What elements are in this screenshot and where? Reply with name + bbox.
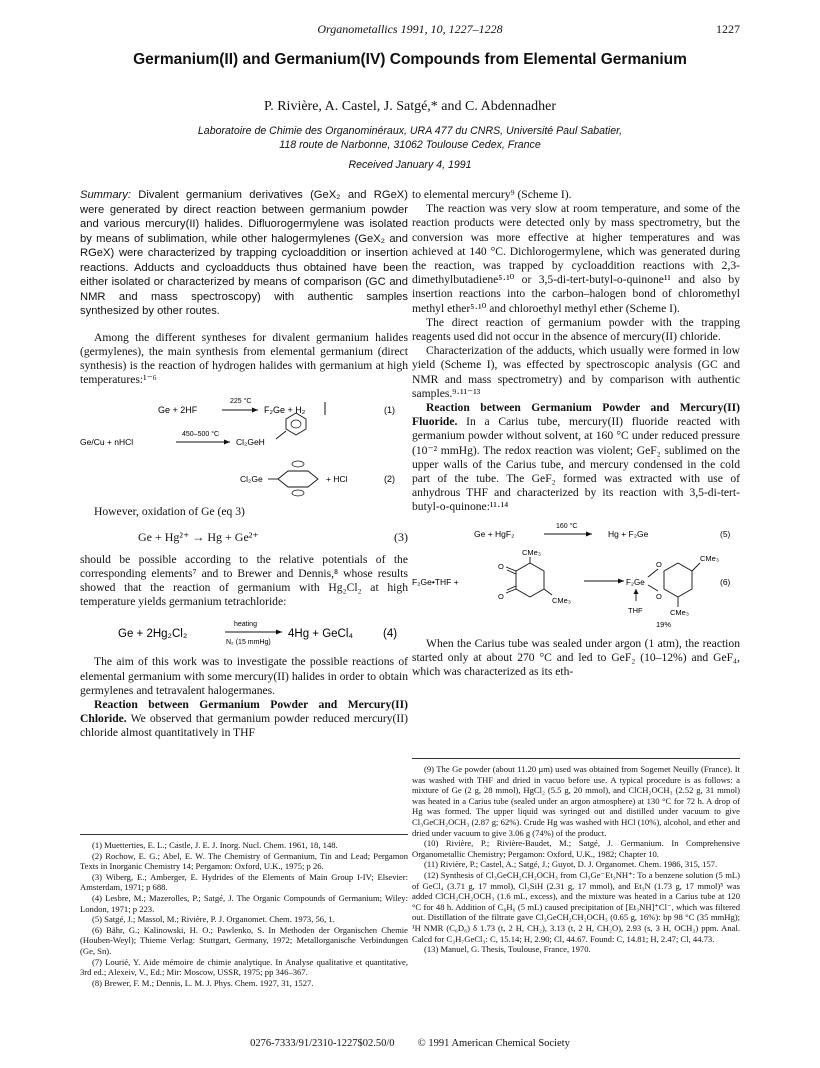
- footnote: (12) Synthesis of Cl₃GeCH₂CH₂OCH₃ from Cl₃Ge⁻Et₃NH⁺: To a benzene solution (5 mL) of GeCl₄ (3.71 g, 17 mmol), Cl₃SiH (2.31 g, 17 mmol), and Et₃N (1.73 g, 17 mmol)⁵ was added ClCH₂CH₂OCH₃ (1.6 mL, excess), and the mixture was heated in a Carius tube at 120 °C for 48 h. Addition of C₆H₆ (5 mL) caused precipitation of [Et₃NH]⁺Cl⁻, which was filtered out. Distillation of the filtrate gave Cl₃GeCH₂CH₂OCH₃ (0.65 g, 16%): bp 98 °C (35 mmHg); ¹H NMR (C₆D₆) δ 1.73 (t, 2 H, CH₂), 3.13 (t, 2 H, CH₂O), 2.93 (s, 3 H, OCH₃) ppm. Anal. Calcd for C₃H₇GeCl₃: C, 15.14; H, 2.90; Cl, 44.67. Found: C, 14.81; H, 2.47; Cl, 44.73.: [412, 869, 740, 944]
- eq3-text: Ge + Hg²⁺ → Hg + Ge²⁺: [138, 529, 259, 544]
- footnote: (4) Lesbre, M.; Mazerolles, P.; Satgé, J. The Organic Compounds of Germanium; Wiley: London, 1971; p 223.: [80, 892, 408, 914]
- bond: [692, 563, 700, 571]
- paragraph: The aim of this work was to investigate the possible reactions of elemental germanium with some mercury(II) halides in order to obtain germylenes and tetravalent halogermanes.: [80, 655, 408, 697]
- product-thf: THF: [628, 605, 643, 615]
- running-head: Organometallics 1991, 10, 1227–1228: [317, 22, 503, 36]
- footnote-rule-left: [80, 834, 408, 835]
- paragraph-text: We observed that germanium powder reduced mercury(II) chloride almost quantitatively in THF: [80, 712, 408, 740]
- section-heading: Reaction between Germanium Powder and Mercury(II) Chloride.: [80, 697, 408, 726]
- thf-arrowhead: [634, 589, 639, 594]
- eq5-number: (5): [720, 528, 731, 539]
- footer-code: 0276-7333/91/2310-1227$02.50/0: [250, 1038, 395, 1049]
- footnote: (2) Rochow, E. G.; Abel, E. W. The Chemistry of Germanium, Tin and Lead; Pergamon Texts in Inorganic Chemistry 14; Pergamon: Oxford, U.K., 1975; p 26.: [80, 850, 408, 872]
- product-cme3-top: CMe₃: [700, 553, 719, 563]
- paragraph-text: In a Carius tube, mercury(II) fluoride reacted with germanium powder without solvent, at 160 °C under reduced pressure (10⁻² mmHg). The redox reaction was violent; GeF₂ sublimed on the upper walls of the Carius tube, and mercury condensed in the cold part of the tube. The GeF₂ formed was extracted with use of anhydrous THF and characterized by its reaction with 3,5-di-tert-butyl-o-quinone:¹¹·¹⁴: [412, 415, 740, 514]
- eq2-arrowhead: [224, 440, 230, 445]
- footnotes-left: [80, 840, 408, 988]
- footnote: (3) Wiberg, E.; Amberger, E. Hydrides of the Elements of Main Group I-IV; Elsevier: Amsterdam, 1971; p 688.: [80, 871, 408, 893]
- eq4-arrowhead: [276, 630, 282, 635]
- footnote: (8) Brewer, F. M.; Dennis, L. M. J. Phys. Chem. 1927, 31, 1527.: [92, 977, 314, 988]
- ring-marker: [291, 420, 301, 428]
- eq4-rhs: 4Hg + GeCl₄: [288, 628, 354, 641]
- eq2-condition: 450–500 °C: [182, 431, 220, 439]
- footnote-rule-right: [412, 758, 740, 759]
- eq4-above: heating: [234, 621, 257, 629]
- paragraph: [412, 401, 740, 515]
- dioxane-ring: [286, 413, 306, 435]
- ge-o-bond-1: [648, 569, 658, 577]
- summary: [80, 188, 408, 319]
- footnote: (7) Lourié, Y. Aide mémoire de chimie analytique. In Analyse qualitative et quantitative, 3rd ed.; Alexeiv, V., Ed.; Mir: Moscow, USSR, 1975; pp 346–367.: [80, 956, 408, 978]
- quinone-o-1: O: [498, 561, 504, 571]
- eq4-lhs: Ge + 2Hg₂Cl₂: [118, 628, 188, 641]
- eq5-rhs: Hg + F₂Ge: [608, 528, 649, 539]
- footnote: (11) Rivière, P.; Castel, A.; Satgé, J.; Guyot, D. J. Organomet. Chem. 1986, 315, 157.: [424, 859, 718, 870]
- footnote: (1) Muetterties, E. L.; Castle, J. E. J. Inorg. Nucl. Chem. 1961, 18, 148.: [92, 840, 338, 850]
- eq2-product-ge: Cl₂Ge: [240, 474, 263, 485]
- eq4-number: (4): [383, 628, 398, 641]
- eq6-yield: 19%: [656, 619, 672, 629]
- quinone-o-2: O: [498, 591, 504, 601]
- left-body-3: [80, 553, 408, 610]
- summary-text: Divalent germanium derivatives (GeX₂ and RGeX) were generated by direct reaction between germanium powder and various mercury(II) halides. Difluorogermylene was isolated by means of sublimation, while other halogermylenes (GeX₂ and RGeX) were characterized by trapping cycloaddition or insertion reactions. Adducts and cycloadducts thus obtained have been either isolated or characterized by means of comparison (GC and NMR and mass spectroscopy) with authentic samples synthesized by other routes.: [80, 189, 408, 317]
- left-body-1: [80, 331, 408, 388]
- footnotes-right: [412, 764, 740, 955]
- eq2-rhs: Cl₂GeH: [236, 437, 265, 448]
- paragraph: [80, 698, 408, 741]
- right-body-1: [412, 188, 740, 515]
- footnote: (13) Manuel, G. Thesis, Toulouse, France, 1970.: [424, 944, 591, 955]
- eq6-reagent: F₂Ge•THF +: [412, 576, 459, 587]
- equation-3: [80, 530, 408, 545]
- paragraph: The reaction was very slow at room temperature, and some of the reaction products were detected only by mass spectrometry, but the conversion was more effective at higher temperatures and was achieved at 140 °C. Dichlorogermylene, which was generated during the reaction, was trapped by cycloaddition reactions with 2,3-dimethylbutadiene⁵·¹⁰ or 3,5-di-tert-butyl-o-quinone¹¹ and also by insertion reactions into the carbon–halogen bond of chloromethyl methyl ether⁵·¹⁰ and chloroethyl methyl ether (Scheme I).: [412, 202, 740, 315]
- product-ring-bottom: [292, 490, 304, 496]
- left-body-4: [80, 655, 408, 740]
- product-ring: [278, 471, 318, 487]
- paragraph: Among the different syntheses for divalent germanium halides (germylenes), the main synthesis from elemental germanium (direct synthesis) is the reaction of hydrogen halides with germanium at high temperatures:¹⁻⁶: [80, 330, 408, 387]
- paragraph: The direct reaction of germanium powder with the trapping reagents used did not occur in the absence of mercury(II) chloride.: [412, 315, 740, 344]
- footnote: (6) Bähr, G.; Kalinowski, H. O.; Pawlenko, S. In Methoden der Organischen Chemie (Houben-Weyl); Thieme Verlag: Stuttgart, Germany, 1972; Metallorganische Verbindungen (Ge, Sn).: [80, 924, 408, 956]
- article-authors: P. Rivière, A. Castel, J. Satgé,* and C. Abdennadher: [263, 99, 557, 114]
- paragraph: to elemental mercury⁹ (Scheme I).: [412, 188, 572, 201]
- paragraph: should be possible according to the relative potentials of the corresponding elements⁷ and to Brewer and Dennis,⁸ whose results showed that the reaction of germanium with Hg₂Cl₂ at high temperature yields germanium tetrachloride:: [80, 552, 408, 609]
- ring-bond: [276, 431, 286, 439]
- product-o-2: O: [656, 591, 662, 601]
- footnote: (9) The Ge powder (about 11.20 μm) used was obtained from Sogemet Neuilly (France). It was washed with THF and dried in vacuo before use. A typical procedure is as follows: a mixture of Ge (2 g, 28 mmol), HgCl₂ (5.5 g, 20 mmol), and ClCH₂OCH₃ (2.52 g, 31 mmol) was heated in a Carius tube (sealed under an argon atmosphere) at 130 °C for 72 h. A drop of Hg was formed. The upper liquid was syringed out and distilled under vacuum to give Cl₃GeCH₂OCH₃ (2.87 g; 62%). Crude Hg was washed with HCl (10%), alcohol, and ether and dried under vacuum to give 3.06 g (74%) of the product.: [412, 764, 740, 838]
- eq3-number: (3): [394, 529, 408, 544]
- equation-4: [80, 615, 408, 649]
- eq1-condition: 225 °C: [230, 398, 252, 406]
- product-ring: [664, 563, 692, 597]
- paragraph: When the Carius tube was sealed under argon (1 atm), the reaction started only at about 270 °C and led to GeF₂ (10–12%) and GeF₄, which was characterized as its eth-: [412, 636, 740, 679]
- eq5-lhs: Ge + HgF₂: [474, 528, 515, 539]
- left-column: [80, 188, 408, 741]
- paragraph: However, oxidation of Ge (eq 3): [94, 505, 245, 519]
- product-ring-top: [292, 461, 304, 467]
- product-o-1: O: [656, 559, 662, 569]
- eq5-condition: 160 °C: [556, 522, 578, 530]
- footnote: (5) Satgé, J.; Massol, M.; Rivière, P. J. Organomet. Chem. 1973, 56, 1.: [92, 914, 335, 925]
- affiliation-line-1: Laboratoire de Chimie des Organominéraux, URA 477 du CNRS, Université Paul Sabatier,: [197, 125, 623, 137]
- bond: [544, 589, 552, 595]
- received-date: Received January 4, 1991: [348, 159, 472, 171]
- eq1-lhs: Ge + 2HF: [158, 405, 198, 416]
- eq2-lhs: Ge/Cu + nHCl: [80, 437, 134, 448]
- footnote: (10) Rivière, P.; Rivière-Baudet, M.; Satgé, J. Germanium. In Comprehensive Organometallic Chemistry; Pergamon: Oxford, U.K., 1982; Chapter 10.: [412, 838, 740, 859]
- quinone-cme3-top: CMe₃: [522, 547, 541, 557]
- ge-o-bond-2: [648, 585, 658, 591]
- right-column: [412, 188, 740, 679]
- eq5-arrowhead: [586, 531, 592, 536]
- eq6-number: (6): [720, 576, 731, 587]
- quinone-cme3-bottom: CMe₃: [552, 595, 571, 605]
- left-body-2: [80, 505, 408, 519]
- article-title: Germanium(II) and Germanium(IV) Compounds from Elemental Germanium: [133, 51, 687, 68]
- paragraph: Characterization of the adducts, which usually were formed in low yield (Scheme I), was effected by spectroscopic analysis (GC and NMR and mass spectrometry) and by comparison with authentic samples.⁹·¹¹⁻¹³: [412, 344, 740, 400]
- affiliation: [100, 124, 720, 152]
- product-f2ge: F₂Ge: [626, 577, 645, 587]
- quinone-ring: [516, 563, 544, 597]
- scheme-eq1-eq2: [80, 393, 408, 503]
- eq6-arrowhead: [618, 578, 624, 583]
- section-heading: Reaction between Germanium Powder and Mercury(II) Fluoride.: [412, 401, 740, 429]
- product-cme3-bottom: CMe₃: [670, 607, 689, 617]
- eq2-number: (2): [384, 474, 395, 485]
- summary-label: Summary:: [80, 189, 131, 201]
- eq4-below: N₂ (15 mmHg): [226, 639, 271, 647]
- page-footer: [0, 1038, 820, 1049]
- eq2-byproduct: + HCl: [326, 474, 348, 485]
- footer-copyright: © 1991 American Chemical Society: [417, 1038, 570, 1049]
- page-number: 1227: [716, 22, 740, 36]
- eq1-arrowhead: [252, 408, 258, 413]
- affiliation-line-2: 118 route de Narbonne, 31062 Toulouse Cedex, France: [279, 139, 541, 151]
- eq1-rhs: F₂Ge + H₂: [264, 405, 306, 416]
- right-body-2: [412, 637, 740, 680]
- scheme-eq5-eq6: [412, 519, 740, 631]
- eq1-number: (1): [384, 405, 395, 416]
